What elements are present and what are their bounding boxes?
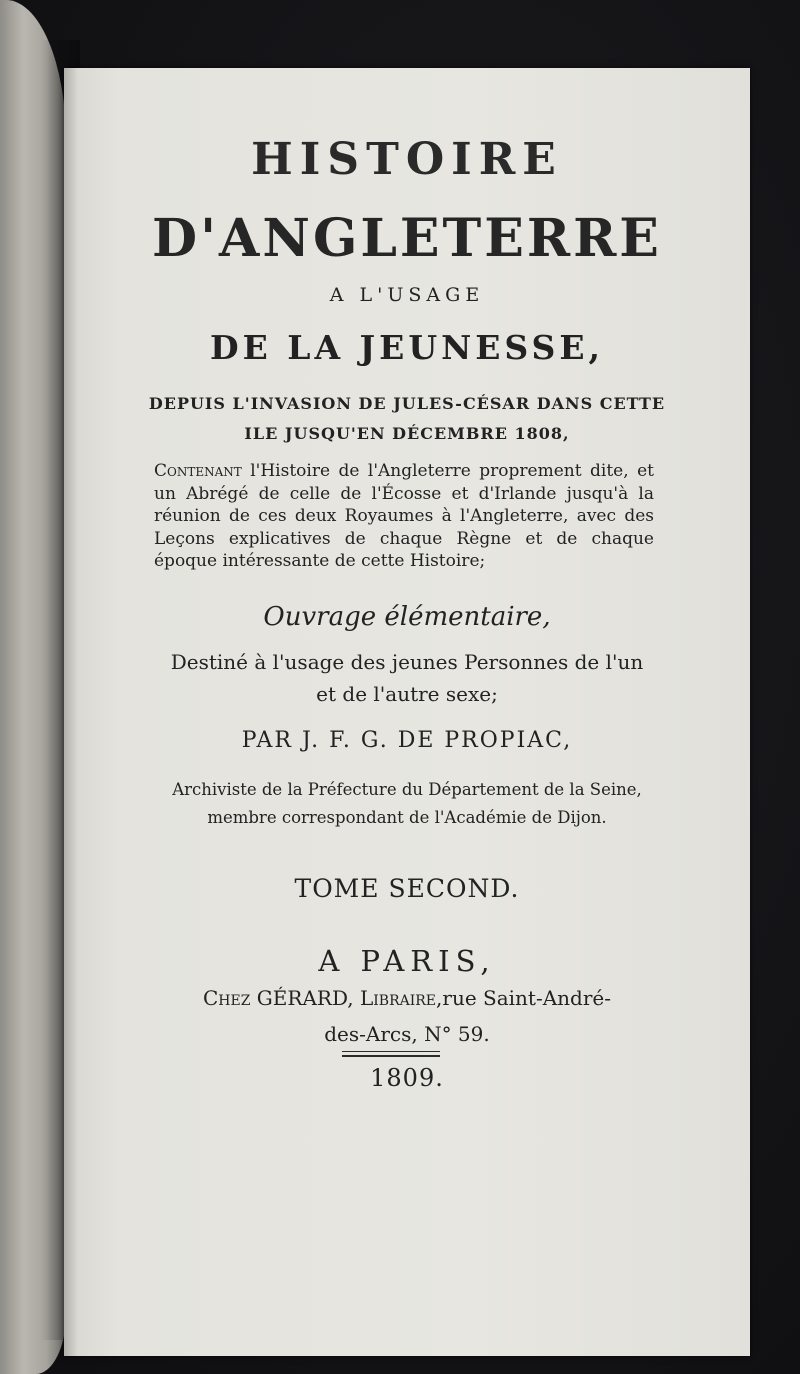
author-line: PAR J. F. G. DE PROPIAC, xyxy=(241,728,573,753)
scope-line-1: DEPUIS L'INVASION DE JULES-CÉSAR DANS CETTE xyxy=(148,394,666,413)
contenant-text: l'Histoire de l'Angleterre proprement dite, et un Abrégé de celle de l'Écosse et d'Irlande jusqu'à la réunion de ces deux Royaumes à l'Angleterre, avec des Leçons explicatives de chaque Règne et de chaque époque intéressante de cette Histoire; xyxy=(154,461,654,571)
author-title-line-1: Archiviste de la Préfecture du Département de la Seine, xyxy=(172,780,642,799)
imprint-year: 1809. xyxy=(370,1064,444,1092)
chez-lead: Chez xyxy=(202,986,251,1010)
destine-line-1: Destiné à l'usage des jeunes Personnes de l'un xyxy=(170,650,644,674)
destine-line-2: et de l'autre sexe; xyxy=(316,682,498,706)
publisher-name: GÉRARD, xyxy=(250,986,360,1010)
double-rule-top xyxy=(342,1051,440,1052)
ouvrage-line: Ouvrage élémentaire, xyxy=(263,602,551,632)
publisher-street: ,rue Saint-André- xyxy=(436,986,612,1010)
double-rule-bottom xyxy=(342,1055,440,1057)
subtitle-jeunesse: DE LA JEUNESSE, xyxy=(210,328,604,367)
author-title-line-2: membre correspondant de l'Académie de Dijon. xyxy=(207,808,607,827)
volume-line: TOME SECOND. xyxy=(294,874,520,903)
contents-description xyxy=(154,460,654,573)
publisher-address: des-Arcs, N° 59. xyxy=(324,1022,490,1046)
title-page xyxy=(64,68,750,1356)
imprint-city: A PARIS, xyxy=(318,944,496,978)
publisher-libraire: Libraire xyxy=(359,986,437,1010)
contenant-lead: Contenant xyxy=(154,461,242,481)
scope-line-2: ILE JUSQU'EN DÉCEMBRE 1808, xyxy=(244,424,570,443)
title-line-histoire: HISTOIRE xyxy=(251,134,563,185)
subtitle-usage: A L'USAGE xyxy=(329,284,485,306)
publisher-line xyxy=(64,986,750,1010)
title-line-angleterre: D'ANGLETERRE xyxy=(152,208,662,269)
